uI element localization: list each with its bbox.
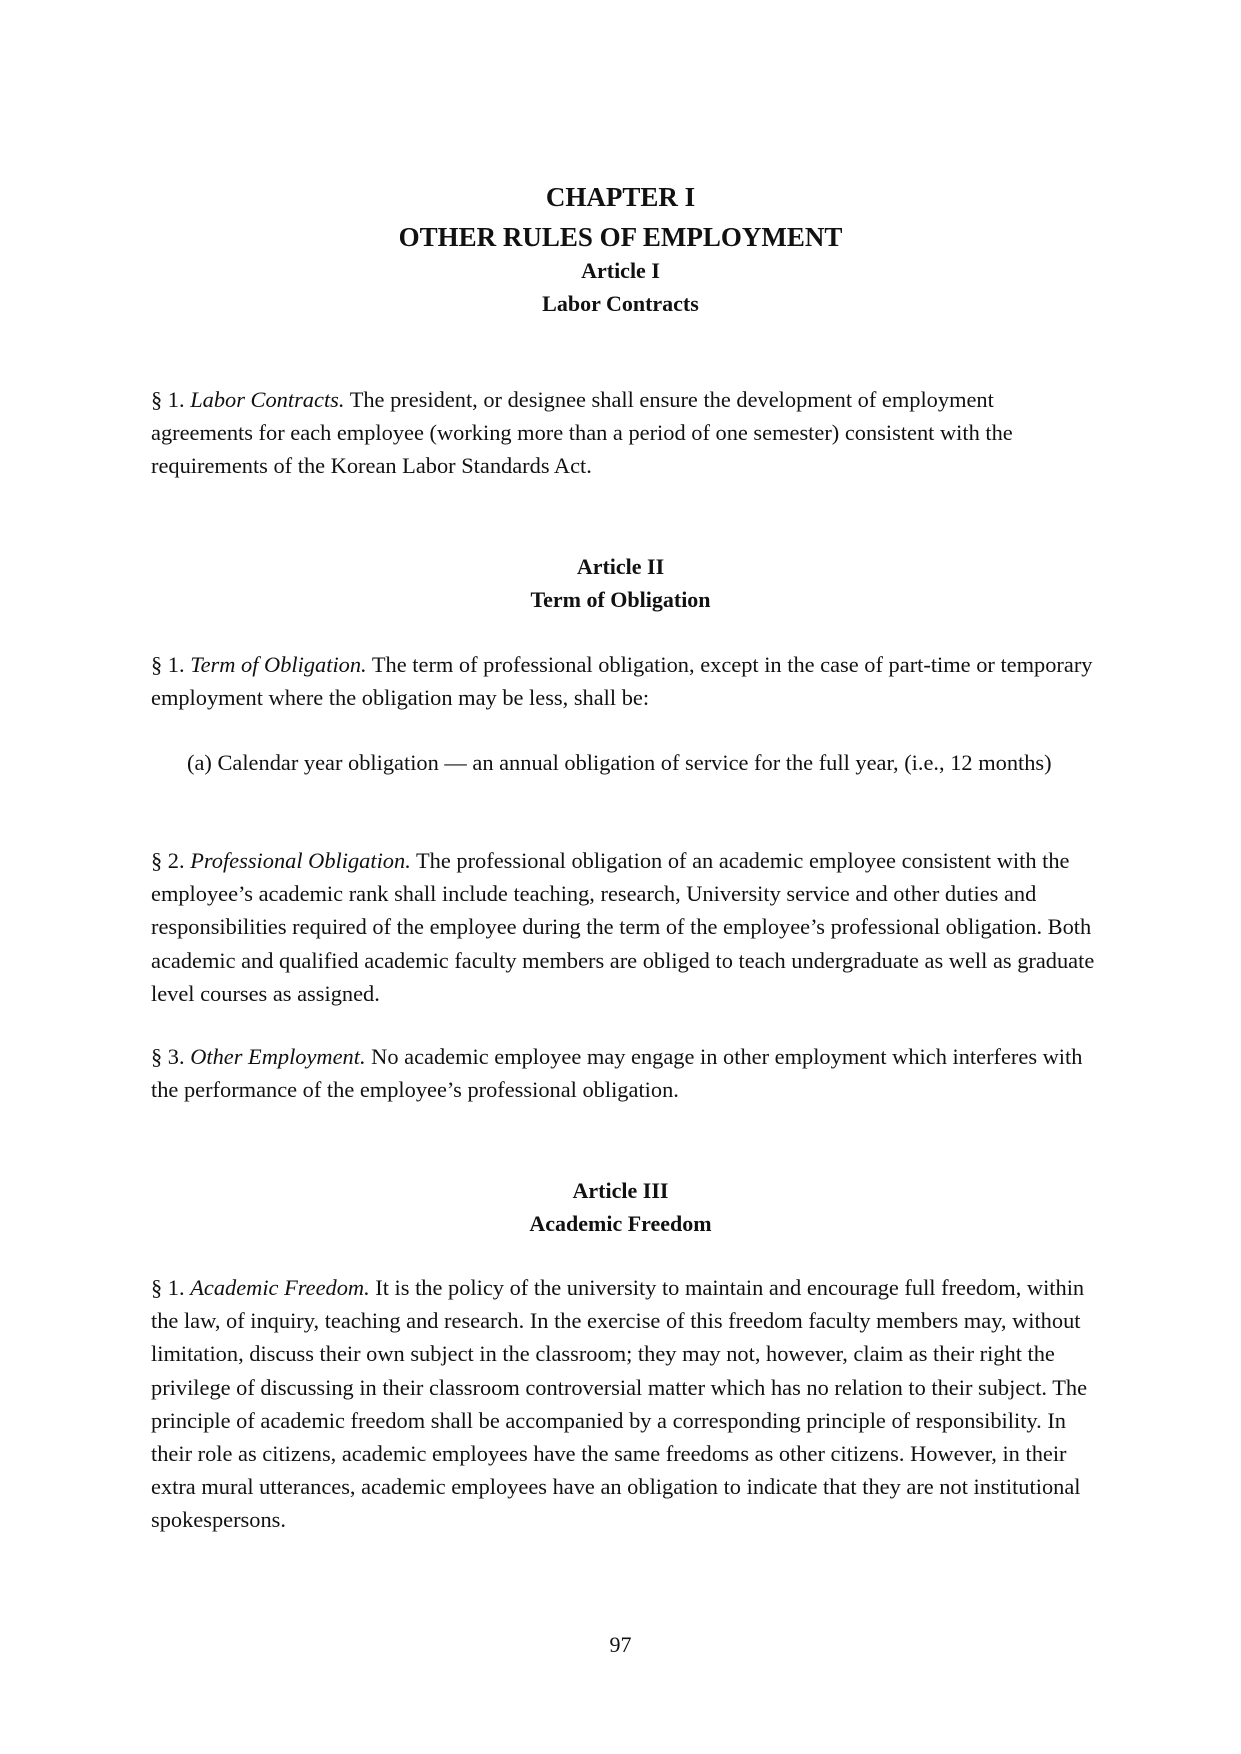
chapter-heading [0, 177, 1241, 257]
section-mark: § 1. [151, 1275, 185, 1300]
article-1-heading [0, 254, 1241, 320]
section-heading: Other Employment. [190, 1044, 366, 1069]
section-text: The professional obligation of an academic employee consistent with the employee’s academic rank shall include teaching, research, University service and other duties and responsibilities required of the employee during the term of the employee’s professional obligation. Both academic and qualified academic faculty members are obliged to teach undergraduate as well as graduate level courses as assigned. [151, 848, 1095, 1006]
article-2-section-1-item-a [187, 746, 1125, 779]
section-mark: § 1. [151, 652, 185, 677]
section-heading: Term of Obligation. [190, 652, 367, 677]
section-text: The term of professional obligation, except in the case of part-time or temporary employment where the obligation may be less, shall be: [151, 652, 1093, 711]
item-text: Calendar year obligation — an annual obligation of service for the full year, (i.e., 12 months) [217, 750, 1052, 775]
section-mark: § 2. [151, 848, 185, 873]
article-title: Labor Contracts [542, 291, 699, 316]
article-2-section-1 [151, 648, 1101, 714]
article-3-section-1 [151, 1271, 1101, 1537]
item-label: (a) [187, 750, 212, 775]
section-heading: Labor Contracts. [190, 387, 345, 412]
article-1-section-1 [151, 383, 1101, 483]
article-2-section-2 [151, 844, 1101, 1010]
section-text: It is the policy of the university to maintain and encourage full freedom, within the law, of inquiry, teaching and research. In the exercise of this freedom faculty members may, without limitation, discuss their own subject in the classroom; they may not, however, claim as their right the privilege of discussing in their classroom controversial matter which has no relation to their subject. The principle of academic freedom shall be accompanied by a corresponding principle of responsibility. In their role as citizens, academic employees have the same freedoms as other citizens. However, in their extra mural utterances, academic employees have an obligation to indicate that they are not institutional spokespersons. [151, 1275, 1088, 1533]
article-title: Term of Obligation [530, 587, 711, 612]
chapter-title: OTHER RULES OF EMPLOYMENT [398, 222, 843, 252]
chapter-number: CHAPTER I [545, 182, 696, 212]
section-heading: Professional Obligation. [190, 848, 411, 873]
page-number: 97 [609, 1632, 632, 1657]
section-mark: § 1. [151, 387, 185, 412]
article-3-heading [0, 1174, 1241, 1240]
section-text: No academic employee may engage in other employment which interferes with the performance of the employee’s professional obligation. [151, 1044, 1083, 1103]
article-number: Article II [576, 554, 665, 579]
article-2-heading [0, 550, 1241, 616]
section-heading: Academic Freedom. [190, 1275, 370, 1300]
article-number: Article I [581, 258, 660, 283]
section-text: The president, or designee shall ensure the development of employment agreements for each employee (working more than a period of one semester) consistent with the requirements of the Korean Labor Standards Act. [151, 387, 1013, 479]
article-title: Academic Freedom [529, 1211, 712, 1236]
article-2-section-3 [151, 1040, 1101, 1106]
section-mark: § 3. [151, 1044, 185, 1069]
article-number: Article III [572, 1178, 669, 1203]
